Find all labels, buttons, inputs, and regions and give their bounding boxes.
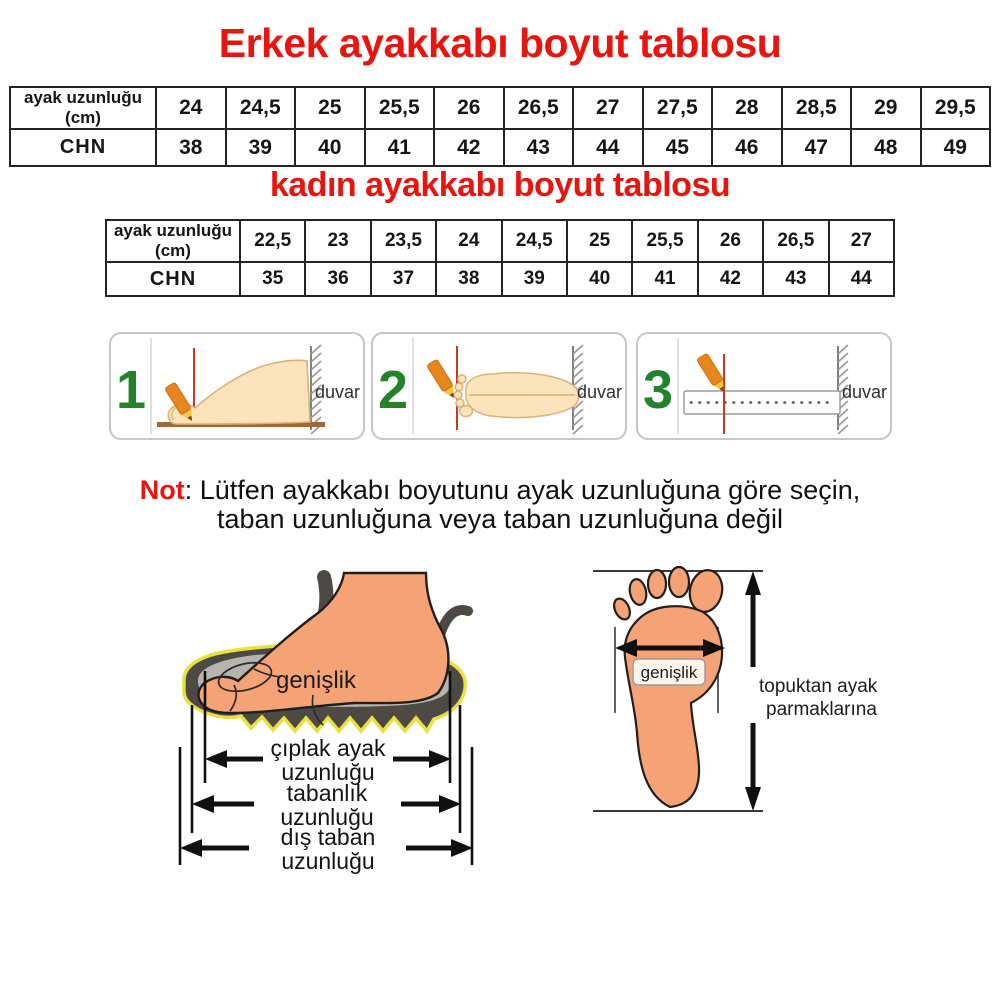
size-cell: 44 [829,262,894,296]
size-cell: 40 [295,129,365,166]
size-cell: 27 [829,220,894,262]
size-cell: 26 [434,87,504,129]
outsole-length-label-2: uzunluğu [281,848,375,874]
size-cell: 40 [567,262,632,296]
size-cell: 37 [371,262,436,296]
heel-to-toe-label-2: parmaklarına [766,699,877,720]
measure-step-1 [109,332,365,440]
men-size-table [9,86,991,167]
chn-header: CHN [106,262,240,296]
size-cell: 24 [156,87,226,129]
step-number: 3 [642,360,674,420]
note-line-1 [0,476,1000,505]
side-view-diagram [150,555,515,880]
sole-view-diagram [585,555,915,825]
women-table-title: kadın ayakkabı boyut tablosu [269,166,731,204]
wall-label: duvar [315,382,361,402]
note-text [0,476,1000,534]
size-cell: 42 [434,129,504,166]
men-foot-length-row [10,87,990,129]
note-line1-text: : Lütfen ayakkabı boyutunu ayak uzunluğuna göre seçin, [184,475,861,505]
size-cell: 38 [156,129,226,166]
wall-label: duvar [842,382,888,402]
size-cell: 22,5 [240,220,305,262]
foot-length-header: ayak uzunluğu (cm) [10,87,156,129]
size-cell: 29,5 [921,87,991,129]
men-table-title: Erkek ayakkabı boyut tablosu [218,20,782,66]
step-number: 1 [115,360,147,420]
size-cell: 46 [712,129,782,166]
step3-illustration [638,334,890,438]
step1-illustration [111,334,363,438]
size-cell: 23 [305,220,370,262]
size-cell: 27,5 [643,87,713,129]
outsole-length-label-1: dış taban [280,824,376,850]
size-cell: 24,5 [502,220,567,262]
note-label: Not [139,475,185,505]
size-cell: 25 [567,220,632,262]
heel-to-toe-label-1: topuktan ayak [759,676,878,697]
step-number: 2 [377,360,409,420]
step2-illustration [373,334,625,438]
heel-hook [440,610,468,635]
size-cell: 44 [573,129,643,166]
size-cell: 41 [632,262,697,296]
barefoot-length-label-1: çıplak ayak [270,735,386,761]
size-cell: 45 [643,129,713,166]
size-cell: 39 [226,129,296,166]
chn-header: CHN [10,129,156,166]
wall-label: duvar [577,382,623,402]
foot-length-header: ayak uzunluğu (cm) [106,220,240,262]
width-label: genişlik [275,667,357,694]
size-cell: 24 [436,220,501,262]
measure-step-2 [371,332,627,440]
size-cell: 43 [763,262,828,296]
women-chn-row [106,262,894,296]
size-cell: 29 [851,87,921,129]
size-cell: 27 [573,87,643,129]
barefoot-length-label-2: uzunluğu [281,759,375,785]
width-label-box [633,659,705,685]
note-line-2: taban uzunluğuna veya taban uzunluğuna değil [217,504,783,534]
size-cell: 26,5 [763,220,828,262]
width-label: genişlik [640,663,698,682]
measure-step-3 [636,332,892,440]
insole-length-label-2: uzunluğu [280,804,374,830]
size-cell: 28,5 [782,87,852,129]
size-cell: 49 [921,129,991,166]
foot-sole-shape [611,567,726,807]
size-cell: 35 [240,262,305,296]
size-cell: 42 [698,262,763,296]
women-size-table [105,219,895,297]
size-cell: 25 [295,87,365,129]
ruler-icon [684,391,840,414]
size-cell: 36 [305,262,370,296]
size-cell: 25,5 [365,87,435,129]
size-cell: 39 [502,262,567,296]
size-cell: 41 [365,129,435,166]
men-chn-row [10,129,990,166]
size-cell: 28 [712,87,782,129]
size-cell: 43 [504,129,574,166]
size-cell: 25,5 [632,220,697,262]
size-cell: 26 [698,220,763,262]
size-cell: 24,5 [226,87,296,129]
size-cell: 48 [851,129,921,166]
size-cell: 26,5 [504,87,574,129]
size-cell: 23,5 [371,220,436,262]
insole-length-label-1: tabanlık [286,780,368,806]
size-cell: 47 [782,129,852,166]
size-cell: 38 [436,262,501,296]
women-foot-length-row [106,220,894,262]
